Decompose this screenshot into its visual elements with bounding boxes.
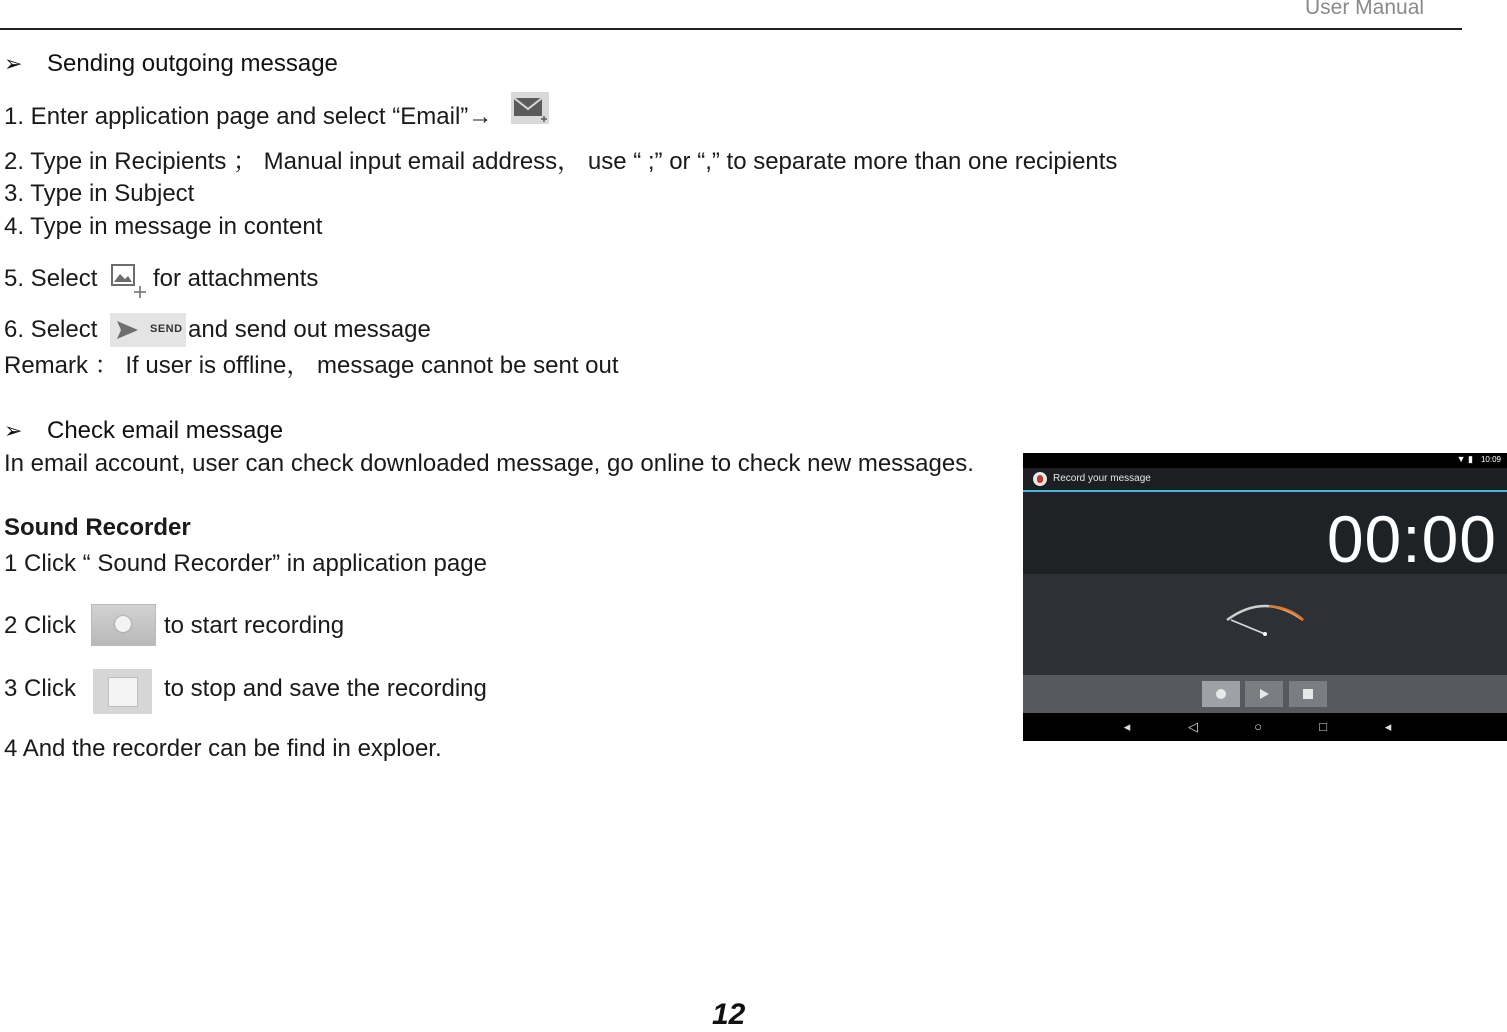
bullet-marker: ➢ bbox=[4, 418, 23, 443]
recorder-step-3-suffix: to stop and save the recording bbox=[164, 675, 487, 702]
step-4: 4. Type in message in content bbox=[4, 213, 323, 240]
recents-icon[interactable]: □ bbox=[1319, 719, 1327, 734]
status-time: 10:09 bbox=[1480, 455, 1501, 464]
send-arrow-icon bbox=[114, 313, 144, 347]
remark: Remark ： If user is offline， message cannot be sent out bbox=[4, 352, 619, 379]
record-dot-icon bbox=[115, 616, 131, 632]
action-bar bbox=[1023, 468, 1507, 490]
step-5-prefix: 5. Select bbox=[4, 265, 98, 292]
microphone-icon bbox=[1033, 472, 1047, 486]
timer-display: 00:00 bbox=[1326, 502, 1497, 576]
step-2: 2. Type in Recipients ； Manual input email address， use “ ;” or “,” to separate more than one recipients bbox=[4, 148, 1118, 175]
section-heading-recorder: Sound Recorder bbox=[4, 514, 191, 541]
home-icon[interactable]: ○ bbox=[1254, 719, 1262, 734]
wifi-battery-icon: ▼ ▮ bbox=[1456, 454, 1473, 464]
header-title: User Manual bbox=[1305, 0, 1425, 19]
volume-down-icon[interactable]: ◂ bbox=[1123, 719, 1131, 734]
recorder-step-3-prefix: 3 Click bbox=[4, 675, 77, 702]
status-bar bbox=[1023, 453, 1507, 468]
play-control-button[interactable] bbox=[1245, 681, 1283, 707]
volume-up-icon[interactable]: ◂ bbox=[1384, 719, 1392, 734]
back-icon[interactable]: ◁ bbox=[1188, 719, 1198, 734]
step-3: 3. Type in Subject bbox=[4, 180, 195, 207]
bullet-marker: ➢ bbox=[4, 51, 23, 76]
section-heading-check: Check email message bbox=[47, 417, 284, 444]
step-6-suffix: and send out message bbox=[188, 316, 431, 343]
step-5-suffix: for attachments bbox=[153, 265, 319, 292]
recorder-step-2-prefix: 2 Click bbox=[4, 612, 77, 639]
record-button bbox=[91, 604, 156, 646]
vu-meter bbox=[1219, 598, 1311, 648]
attachment-icon bbox=[110, 262, 148, 300]
recorder-step-4: 4 And the recorder can be find in exploer. bbox=[4, 735, 442, 762]
header-rule bbox=[0, 28, 1462, 30]
recorder-controls bbox=[1023, 675, 1507, 713]
email-icon bbox=[511, 92, 549, 124]
section-heading-sending: Sending outgoing message bbox=[47, 50, 338, 77]
recorder-step-2-suffix: to start recording bbox=[164, 612, 345, 639]
send-button bbox=[110, 313, 186, 347]
step-6-prefix: 6. Select bbox=[4, 316, 98, 343]
recorder-step-1: 1 Click “ Sound Recorder” in application page bbox=[4, 550, 487, 577]
record-control-button[interactable] bbox=[1202, 681, 1240, 707]
action-bar-title: Record your message bbox=[1053, 473, 1151, 484]
stop-control-button[interactable] bbox=[1289, 681, 1327, 707]
check-body: In email account, user can check downloaded message, go online to check new messages. bbox=[4, 450, 974, 477]
step-1: 1. Enter application page and select “Email”→ bbox=[4, 103, 493, 130]
send-label: SEND bbox=[150, 323, 183, 335]
page-number: 12 bbox=[712, 998, 746, 1031]
recorder-screenshot bbox=[1023, 453, 1507, 741]
navigation-bar bbox=[1023, 713, 1507, 741]
stop-square-icon bbox=[108, 677, 138, 707]
stop-button bbox=[93, 669, 152, 714]
